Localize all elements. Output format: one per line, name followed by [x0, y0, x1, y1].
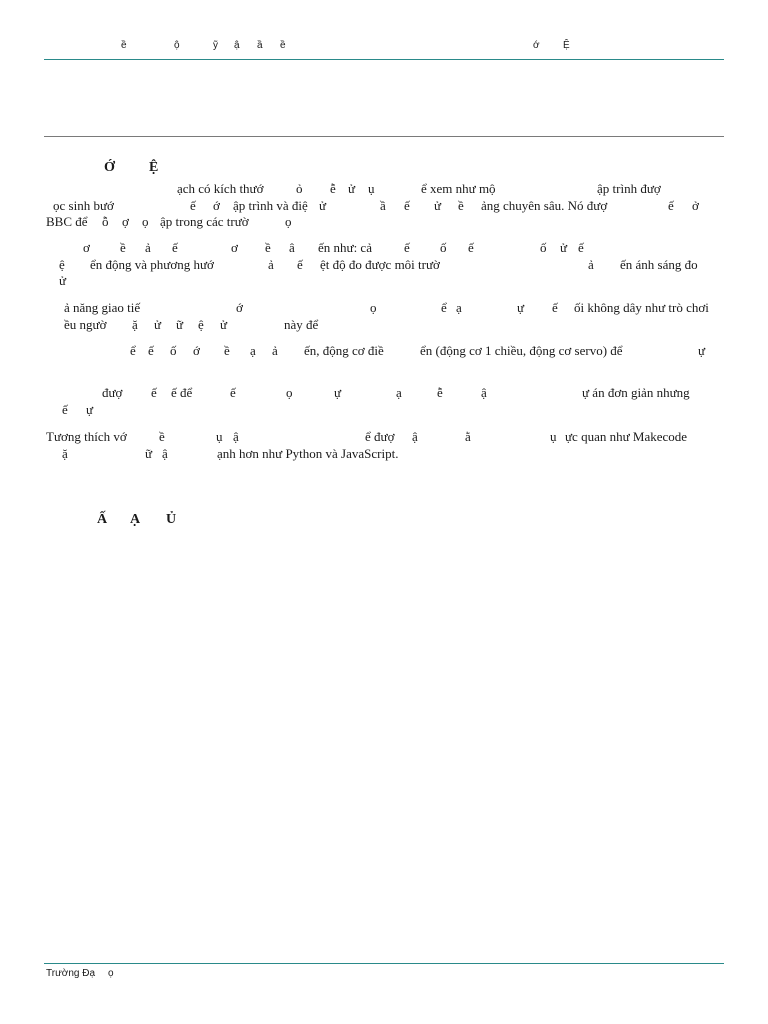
text-frag: ặ: [132, 317, 138, 332]
text-frag: ến, động cơ điề: [304, 343, 384, 358]
text-frag: ế: [172, 240, 178, 255]
section-divider: [44, 136, 724, 137]
text-frag: ử: [319, 198, 327, 213]
footer-text: Trường Đạ: [46, 968, 96, 979]
text-frag: ế: [552, 300, 558, 315]
header-frag: ầ: [257, 40, 263, 51]
text-frag: ực quan như Makecode: [565, 429, 688, 444]
text-frag: ế: [668, 198, 674, 213]
text-frag: này để: [284, 317, 319, 332]
footer-rule: [44, 963, 724, 964]
header-frag: ề: [280, 40, 286, 51]
section-heading: Ủ: [166, 512, 177, 527]
text-frag: ố: [540, 240, 547, 255]
text-frag: ầ: [380, 198, 386, 213]
section-heading: Ạ: [130, 512, 141, 527]
text-frag: ến ánh sáng đo: [620, 257, 698, 272]
section-heading: Ệ: [149, 160, 159, 175]
text-frag: ể: [130, 343, 136, 358]
text-frag: ả: [588, 257, 594, 272]
text-frag: ế: [468, 240, 474, 255]
text-frag: ử: [59, 273, 67, 288]
text-frag: â: [289, 240, 295, 255]
text-frag: ễ: [437, 385, 443, 400]
text-frag: ệ: [198, 317, 204, 332]
text-frag: ỗ: [102, 214, 109, 229]
header-frag: ớ: [533, 40, 540, 51]
text-frag: ố: [440, 240, 447, 255]
text-frag: ự án đơn giản nhưng: [582, 385, 690, 400]
text-frag: ậ: [481, 385, 487, 400]
text-frag: ập trình và điệ: [233, 198, 308, 213]
text-frag: ỏ: [296, 181, 303, 196]
text-frag: ự: [698, 343, 706, 358]
text-frag: ụ: [216, 429, 223, 444]
text-frag: ế để: [171, 385, 193, 400]
footer-frag: ọ: [108, 968, 114, 979]
text-frag: ế: [404, 240, 410, 255]
text-frag: ề: [159, 429, 165, 444]
text-frag: ế: [62, 402, 68, 417]
text-frag: ố: [170, 343, 177, 358]
text-frag: ạch có kích thướ: [177, 181, 264, 196]
text-frag: ối không dây như trò chơi: [574, 300, 709, 315]
header-frag: ề: [121, 40, 127, 51]
text-frag: ế: [148, 343, 154, 358]
text-frag: ự: [86, 402, 94, 417]
header-frag: Ệ: [563, 40, 570, 51]
text-frag: ơ: [83, 240, 90, 255]
text-frag: ế: [190, 198, 196, 213]
text-frag: ợ: [122, 214, 129, 229]
text-frag: ệt độ đo được môi trườ: [320, 257, 440, 272]
text-frag: ảng chuyên sâu. Nó đượ: [481, 198, 608, 213]
text-frag: ữ: [145, 446, 153, 461]
text-frag: ặ: [62, 446, 68, 461]
text-frag: ển (động cơ 1 chiều, động cơ servo) để: [420, 343, 623, 358]
text-frag: ả: [268, 257, 274, 272]
text-frag: ử: [154, 317, 162, 332]
section-heading: Ấ: [97, 512, 108, 527]
text-frag: ử: [348, 181, 356, 196]
text-frag: ử: [434, 198, 442, 213]
text-frag: ế: [230, 385, 236, 400]
text-frag: ế: [404, 198, 410, 213]
text-frag: ọ: [142, 214, 149, 229]
text-frag: ử: [560, 240, 568, 255]
text-frag: ệ: [59, 257, 65, 272]
text-frag: ển động và phương hướ: [90, 257, 214, 272]
text-frag: ọc sinh bướ: [53, 198, 114, 213]
text-frag: ậ: [412, 429, 418, 444]
text-frag: ề: [265, 240, 271, 255]
text-frag: ụ: [550, 429, 557, 444]
header-frag: ộ: [174, 40, 180, 51]
text-frag: ập trong các trườ: [160, 214, 249, 229]
text-frag: ế: [151, 385, 157, 400]
text-frag: ề: [120, 240, 126, 255]
text-frag: ự: [334, 385, 342, 400]
text-frag: ử: [220, 317, 228, 332]
header-frag: ỹ: [213, 40, 218, 51]
text-frag: ớ: [193, 343, 200, 358]
text-frag: ể: [441, 300, 447, 315]
text-frag: ến như: cả: [318, 240, 372, 255]
section-heading: Ớ: [104, 160, 115, 175]
text-frag: ều ngườ: [64, 317, 107, 332]
text-frag: ằ: [465, 429, 471, 444]
text-frag: ể xem như mộ: [421, 181, 496, 196]
header-rule: [44, 59, 724, 60]
text-frag: ớ: [236, 300, 243, 315]
text-frag: ế: [297, 257, 303, 272]
text-frag: đượ: [102, 385, 123, 400]
text-frag: ạ: [456, 300, 462, 315]
text-frag: ọ: [285, 214, 292, 229]
text-frag: ớ: [213, 198, 220, 213]
text-frag: ơ: [231, 240, 238, 255]
text-frag: ả năng giao tiế: [64, 300, 141, 315]
text-frag: ạ: [396, 385, 402, 400]
text-frag: ả: [145, 240, 151, 255]
text-frag: ập trình đượ: [597, 181, 661, 196]
text-frag: ễ: [330, 181, 336, 196]
text-frag: ậ: [233, 429, 239, 444]
text-frag: ề: [458, 198, 464, 213]
text-frag: ụ: [368, 181, 375, 196]
text-frag: ậ: [162, 446, 168, 461]
text-frag: ạnh hơn như Python và JavaScript.: [217, 446, 399, 461]
text-frag: ọ: [286, 385, 293, 400]
text-frag: Tương thích vớ: [46, 429, 127, 444]
header-frag: ậ: [234, 40, 240, 51]
text-frag: ế: [578, 240, 584, 255]
text-frag: ọ: [370, 300, 377, 315]
text-frag: ữ: [176, 317, 184, 332]
text-frag: ự: [517, 300, 525, 315]
text-frag: ề: [224, 343, 230, 358]
text-frag: ả: [272, 343, 278, 358]
text-frag: ạ: [250, 343, 256, 358]
text-frag: ở: [692, 198, 699, 213]
text-frag: ể đượ: [365, 429, 395, 444]
text-frag: BBC để: [46, 214, 88, 229]
